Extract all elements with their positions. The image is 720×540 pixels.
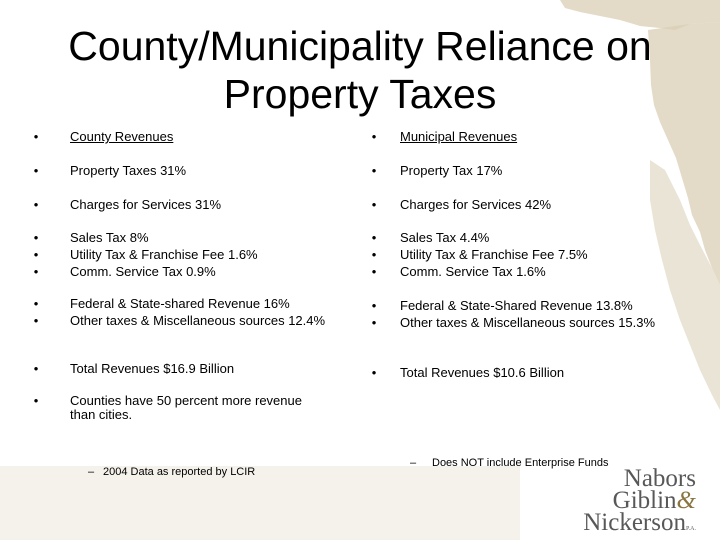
bullet: • <box>371 163 377 178</box>
municipal-property-tax: Property Tax 17% <box>400 163 503 178</box>
county-property-taxes: Property Taxes 31% <box>70 163 187 178</box>
bullet: • <box>33 296 39 311</box>
bullet: • <box>33 393 39 408</box>
municipal-total: Total Revenues $10.6 Billion <box>400 365 565 380</box>
bullet: • <box>33 361 39 376</box>
county-federal-revenue: Federal & State-shared Revenue 16% <box>70 296 290 311</box>
bullet: • <box>371 298 377 313</box>
logo-line-3 <box>583 509 696 540</box>
firm-logo <box>583 465 696 540</box>
bullet: • <box>33 313 39 328</box>
county-total: Total Revenues $16.9 Billion <box>70 361 235 376</box>
bullet: • <box>33 197 39 212</box>
logo-nickerson: Nickerson <box>583 509 686 536</box>
bullet: • <box>33 163 39 178</box>
slide-title <box>40 22 680 118</box>
municipal-heading: Municipal Revenues <box>400 129 518 144</box>
logo-ampersand: & <box>676 487 696 514</box>
county-heading: County Revenues <box>70 129 174 144</box>
logo-suffix: P.A. <box>685 526 696 532</box>
municipal-federal-revenue: Federal & State-Shared Revenue 13.8% <box>400 298 633 313</box>
county-other-taxes: Other taxes & Miscellaneous sources 12.4% <box>70 313 326 328</box>
title-line-1: County/Municipality Reliance on <box>68 23 652 69</box>
municipal-comm-tax: Comm. Service Tax 1.6% <box>400 264 546 279</box>
bullet: • <box>371 315 377 330</box>
county-comparison-line-1: Counties have 50 percent more revenue <box>70 393 302 408</box>
title-line-2: Property Taxes <box>223 71 497 117</box>
bullet: • <box>371 247 377 262</box>
bullet: • <box>33 230 39 245</box>
logo-giblin: Giblin <box>612 487 677 514</box>
bullet: • <box>371 197 377 212</box>
municipal-utility-tax: Utility Tax & Franchise Fee 7.5% <box>400 247 588 262</box>
municipal-charges: Charges for Services 42% <box>400 197 552 212</box>
county-footnote: 2004 Data as reported by LCIR <box>103 466 256 478</box>
municipal-footnote: Does NOT include Enterprise Funds <box>432 457 609 469</box>
municipal-other-taxes: Other taxes & Miscellaneous sources 15.3% <box>400 315 656 330</box>
bullet: • <box>371 264 377 279</box>
bullet: • <box>371 129 377 144</box>
municipal-sales-tax: Sales Tax 4.4% <box>400 230 490 245</box>
bullet: • <box>371 230 377 245</box>
county-sales-tax: Sales Tax 8% <box>70 230 149 245</box>
county-comparison-line-2: than cities. <box>70 407 133 422</box>
dash: – <box>410 457 417 469</box>
gradient-band <box>0 466 520 540</box>
bullet: • <box>371 365 377 380</box>
bullet: • <box>33 247 39 262</box>
county-utility-tax: Utility Tax & Franchise Fee 1.6% <box>70 247 258 262</box>
county-charges: Charges for Services 31% <box>70 197 222 212</box>
dash: – <box>88 466 95 478</box>
logo-line-1: Nabors <box>623 465 696 492</box>
bullet: • <box>33 264 39 279</box>
bullet: • <box>33 129 39 144</box>
county-comm-tax: Comm. Service Tax 0.9% <box>70 264 216 279</box>
